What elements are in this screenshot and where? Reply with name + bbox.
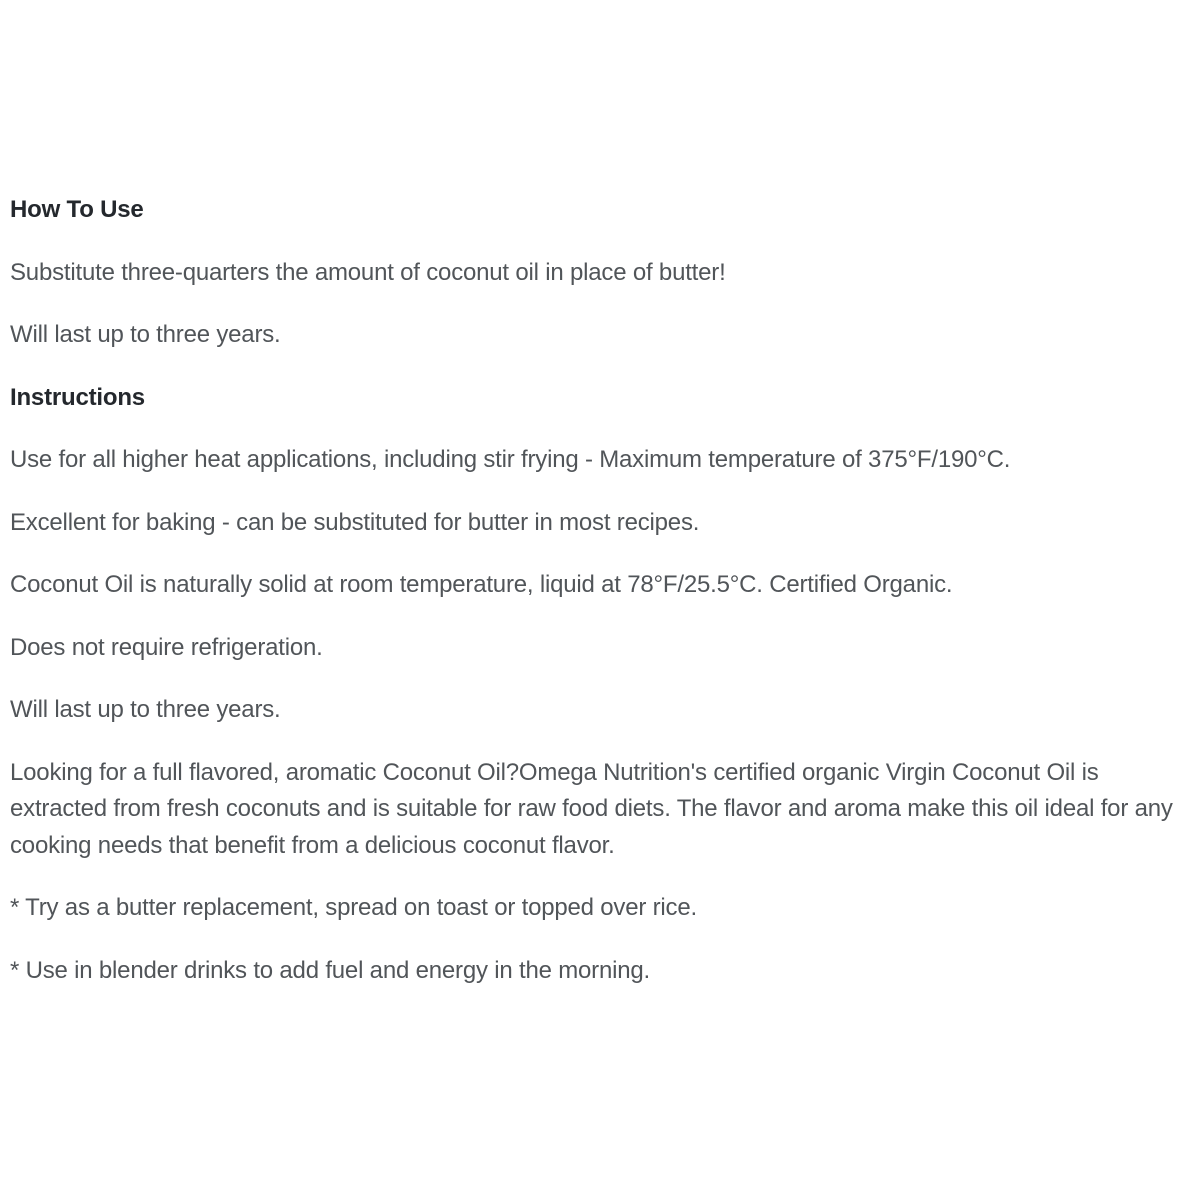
instructions-paragraph: Looking for a full flavored, aromatic Coconut Oil?Omega Nutrition's certified organic Virgin Coconut Oil is extracted from fresh coconuts and is suitable for raw food diets. The flavor and aroma make this oil ideal for any cooking needs that benefit from a delicious coconut flavor. xyxy=(10,758,1173,859)
how-to-use-heading: How To Use xyxy=(10,196,144,223)
instructions-paragraph: Excellent for baking - can be substituted for butter in most recipes. xyxy=(10,508,700,536)
instructions-heading: Instructions xyxy=(10,383,145,411)
instructions-paragraph: * Use in blender drinks to add fuel and energy in the morning. xyxy=(10,956,650,984)
how-to-use-section xyxy=(10,192,1196,354)
how-to-use-paragraph: Will last up to three years. xyxy=(10,321,281,348)
instructions-paragraph: * Try as a butter replacement, spread on toast or topped over rice. xyxy=(10,894,697,921)
how-to-use-paragraph: Substitute three-quarters the amount of coconut oil in place of butter! xyxy=(10,258,726,286)
instructions-section xyxy=(10,380,1196,990)
instructions-paragraph: Coconut Oil is naturally solid at room temperature, liquid at 78°F/25.5°C. Certified Organic. xyxy=(10,571,953,598)
instructions-paragraph: Will last up to three years. xyxy=(10,696,281,723)
instructions-paragraph: Use for all higher heat applications, including stir frying - Maximum temperature of 375°F/190°C. xyxy=(10,446,1011,473)
instructions-paragraph: Does not require refrigeration. xyxy=(10,633,323,661)
